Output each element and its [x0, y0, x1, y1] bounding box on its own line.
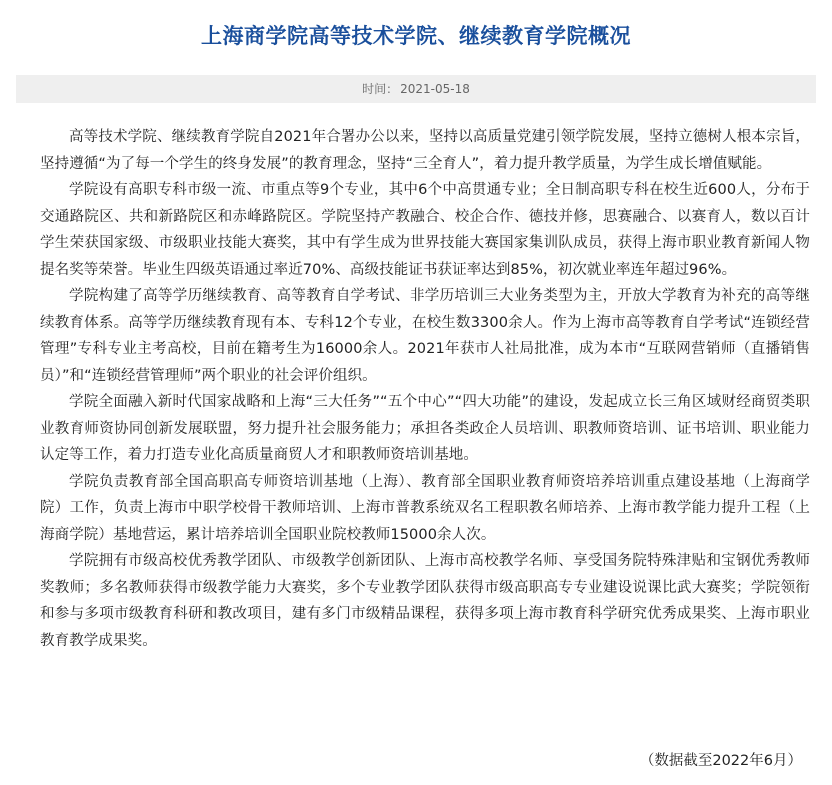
paragraph: 学院拥有市级高校优秀教学团队、市级教学创新团队、上海市高校教学名师、享受国务院特殊津贴和宝钢优秀教师奖教师；多名教师获得市级教学能力大赛奖，多个专业教学团队获得市级高职高专专业建设说课比武大赛奖；学院领衔和参与多项市级教育科研和教改项目，建有多门市级精品课程，获得多项上海市教育科学研究优秀成果奖、上海市职业教育教学成果奖。 [40, 553, 810, 649]
article-body [40, 124, 810, 654]
paragraph: 学院设有高职专科市级一流、市重点等9个专业，其中6个中高贯通专业；全日制高职专科在校生近600人，分布于交通路院区、共和新路院区和赤峰路院区。学院坚持产教融合、校企合作、德技并修，思赛融合、以赛育人，数以百计学生荣获国家级、市级职业技能大赛奖，其中有学生成为世界技能大赛国家集训队成员，获得上海市职业教育新闻人物提名奖等荣誉。毕业生四级英语通过率近70%、高级技能证书获证率达到85%，初次就业率连年超过96%。 [40, 182, 810, 278]
paragraph: 学院负责教育部全国高职高专师资培训基地（上海）、教育部全国职业教育师资培养培训重点建设基地（上海商学院）工作，负责上海市中职学校骨干教师培训、上海市普教系统双名工程职教名师培养、上海市教学能力提升工程（上海商学院）基地营运，累计培养培训全国职业院校教师15000余人次。 [40, 473, 810, 543]
data-cutoff-note: （数据截至2022年6月） [639, 753, 802, 769]
paragraph: 学院构建了高等学历继续教育、高等教育自学考试、非学历培训三大业务类型为主，开放大学教育为补充的高等继续教育体系。高等学历继续教育现有本、专科12个专业，在校生数3300余人。作为上海市高等教育自学考试“连锁经营管理”专科专业主考高校，目前在籍考生为16000余人。2021年获市人社局批准，成为本市“互联网营销师（直播销售员）”和“连锁经营管理师”两个职业的社会评价组织。 [40, 288, 810, 384]
time-label: 时间： [362, 82, 399, 96]
page-title: 上海商学院高等技术学院、继续教育学院概况 [201, 24, 631, 48]
paragraph: 高等技术学院、继续教育学院自2021年合署办公以来，坚持以高质量党建引领学院发展，坚持立德树人根本宗旨，坚持遵循“为了每一个学生的终身发展”的教育理念，坚持“三全育人”，着力提升教学质量，为学生成长增值赋能。 [40, 129, 810, 172]
publish-date: 2021-05-18 [400, 82, 470, 96]
publish-info-bar [16, 75, 816, 103]
paragraph: 学院全面融入新时代国家战略和上海“三大任务”“五个中心”“四大功能”的建设，发起成立长三角区域财经商贸类职业教育师资协同创新发展联盟，努力提升社会服务能力；承担各类政企人员培训、职教师资培训、证书培训、职业能力认定等工作，着力打造专业化高质量商贸人才和职教师资培训基地。 [40, 394, 810, 463]
